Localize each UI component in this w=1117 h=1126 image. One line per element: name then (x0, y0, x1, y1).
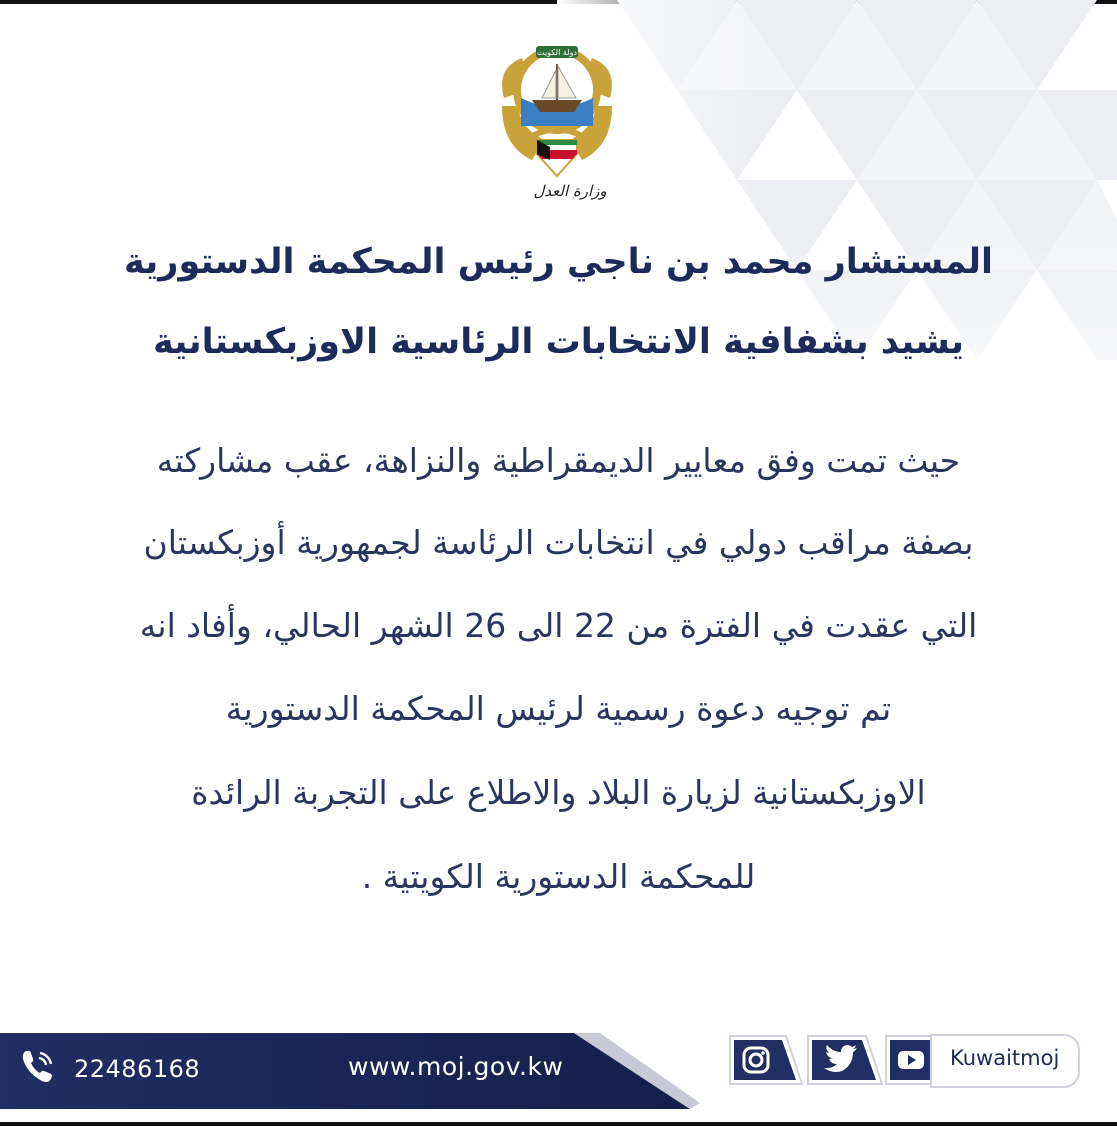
body-line-4: تم توجيه دعوة رسمية لرئيس المحكمة الدستورية (225, 689, 892, 728)
kuwait-emblem-icon (492, 28, 622, 203)
emblem-text: دولة الكويت (537, 48, 577, 57)
body-line-6: للمحكمة الدستورية الكويتية . (361, 857, 756, 896)
phone-icon (18, 1047, 56, 1087)
website-link[interactable]: www.moj.gov.kw (348, 1052, 564, 1081)
ministry-caption: وزارة العدل (533, 182, 607, 200)
instagram-icon[interactable] (726, 1032, 804, 1088)
headline-line-1: المستشار محمد بن ناجي رئيس المحكمة الدستورية (123, 242, 994, 282)
body-line-1: حيث تمت وفق معايير الديمقراطية والنزاهة، عقب مشاركته (156, 441, 961, 480)
twitter-icon[interactable] (804, 1032, 884, 1088)
body-line-3: التي عقدت في الفترة من 22 الى 26 الشهر الحالي، وأفاد انه (139, 606, 978, 645)
social-handle[interactable]: Kuwaitmoj (950, 1046, 1060, 1070)
phone-number[interactable]: 22486168 (74, 1055, 201, 1083)
body-line-5: الاوزبكستانية لزيارة البلاد والاطلاع على التجربة الرائدة (191, 773, 926, 812)
headline-line-2: يشيد بشفافية الانتخابات الرئاسية الاوزبكستانية (152, 322, 965, 362)
bottom-border (0, 1122, 1117, 1126)
body-line-2: بصفة مراقب دولي في انتخابات الرئاسة لجمهورية أوزبكستان (143, 523, 974, 562)
